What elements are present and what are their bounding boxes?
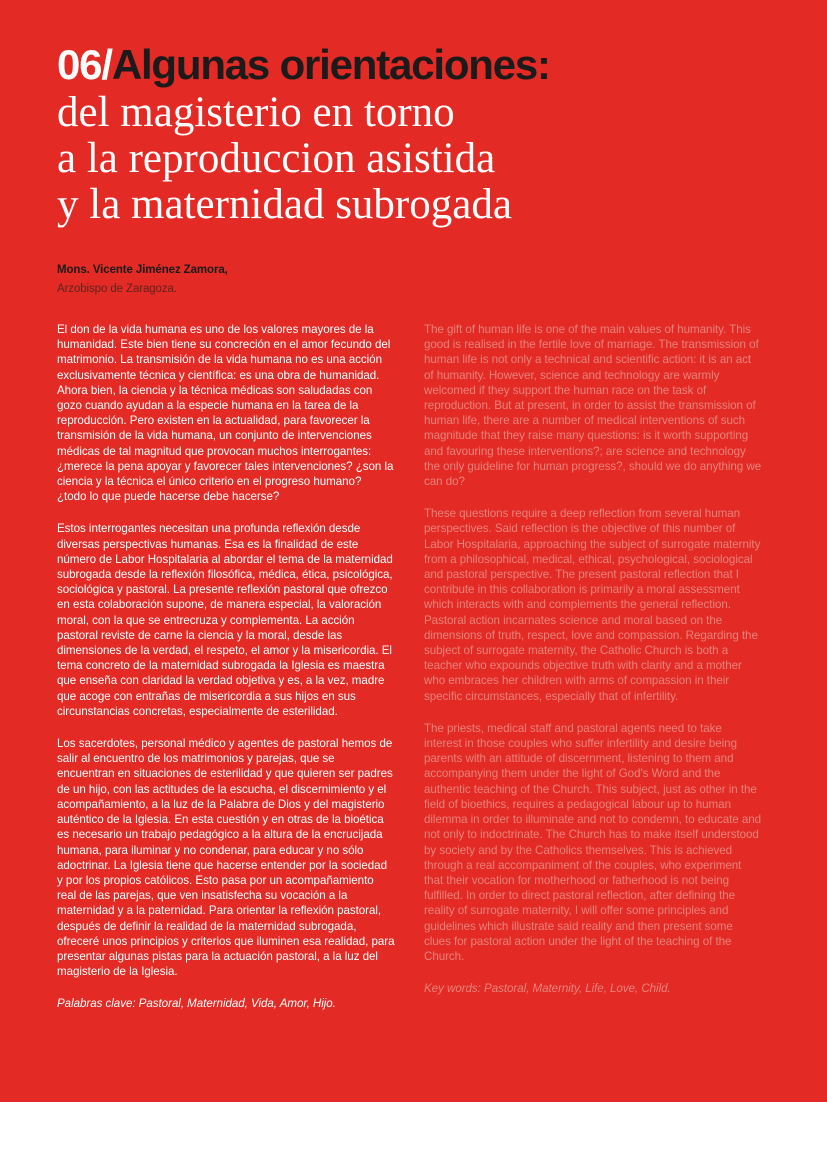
byline [57,262,557,298]
english-keywords: Key words: Pastoral, Maternity, Life, Love, Child. [424,982,671,996]
english-abstract-column [424,322,762,1013]
title-headline-row [57,42,757,88]
spanish-paragraph-4: Los sacerdotes, personal médico y agentes de pastoral hemos de salir al encuentro de los matrimonios y parejas, que se encuentran en situaciones de esterilidad y que quieren ser padres de un hijo, con las actitudes de la escucha, el discernimiento y el acompañamiento, a la luz de la Palabra de Dios y del magisterio auténtico de la Iglesia. En esta cuestión y en otras de la bioética es necesario un trabajo pedagógico a la altura de la encrucijada humana, para iluminar y no condenar, para educar y no sólo adoctrinar. La Iglesia tiene que hacerse entender por la sociedad y por los propios católicos. Esto pasa por un acompañamiento real de las parejas, que ven insatisfecha su vocación a la maternidad y a la paternidad. Para orientar la reflexión pastoral, después de definir la realidad de la maternidad subrogada, ofreceré unos principios y criterios que iluminen esa realidad, para presentar algunas pistas para la actuación pastoral, a la luz del magisterio de la Iglesia. [57,737,395,979]
spanish-keywords: Palabras clave: Pastoral, Maternidad, Vida, Amor, Hijo. [57,997,336,1011]
author-name: Mons. Vicente Jiménez Zamora, [57,264,228,276]
title-line-3: a la reproduccion asistida [57,135,496,182]
title-line-2: del magisterio en torno [57,89,455,136]
title-line-4: y la maternidad subrogada [57,181,512,228]
spanish-paragraph-2: ¿todo lo que puede hacerse debe hacerse? [57,490,280,504]
english-paragraph-2: These questions require a deep reflection from several human perspectives. Said reflection is the objective of this number of Labor Hospitalaria, approaching the subject of surrogate maternity from a philosophical, medical, ethical, psychological, sociological and pastoral perspective. The present pastoral reflection that I contribute in this collaboration is primarily a moral assessment which interacts with and complements the general reflection. Pastoral action incarnates science and moral based on the dimensions of truth, respect, love and compassion. Regarding the subject of surrogate maternity, the Catholic Church is both a teacher who expounds objective truth with clarity and a mother who embraces her children with arms of compassion in their specific circumstances, especially that of infertility. [424,507,761,703]
article-number: 06 [57,41,102,88]
abstract-columns [0,322,827,1062]
english-paragraph-1: The gift of human life is one of the main values of humanity. This good is realised in the fertile love of marriage. The transmission of human life is not only a technical and scientific action: it is an act of humanity. However, science and technology are warmly welcomed if they support the human race on the task of reproduction. But at present, in order to assist the transmission of human life, there are a number of medical interventions of such magnitude that they raise many questions: is it worth supporting and favouring these interventions?; are science and technology the only guideline for human progress?, should we do anything we can do? [424,323,762,489]
title-headline-dark: Algunas orientaciones: [111,41,550,88]
title-slash: / [101,41,112,88]
page-title [57,42,757,228]
spanish-abstract-column [57,322,395,1029]
spanish-paragraph-1: El don de la vida humana es uno de los valores mayores de la humanidad. Este bien tiene su concreción en el amor fecundo del matrimonio. La transmisión de la vida humana no es una acción exclusivamente técnica y científica: es una obra de humanidad. Ahora bien, la ciencia y la técnica médicas son saludadas con gozo cuando ayudan a la especie humana en la tarea de la reproducción. Pero existen en la actualidad, para favorecer la transmisión de la vida humana, un conjunto de intervenciones médicas de tal magnitud que provocan muchos interrogantes: ¿merece la pena apoyar y favorecer tales intervenciones? ¿son la ciencia y la técnica el único criterio en el progreso humano? [57,323,394,489]
spanish-paragraph-3: Estos interrogantes necesitan una profunda reflexión desde diversas perspectivas humanas. Esa es la finalidad de este número de Labor Hospitalaria al abordar el tema de la maternidad subrogada desde la reflexión filosófica, médica, ética, psicológica, sociológica y pastoral. La presente reflexión pastoral que ofrezco en esta colaboración supone, de manera especial, la valoración moral, con la que se entrecruza y complementa. La acción pastoral reviste de carne la ciencia y la moral, desde las dimensiones de la verdad, el respeto, el amor y la misericordia. El tema concreto de la maternidad subrogada la Iglesia es maestra que enseña con claridad la verdad objetiva y es, a la vez, madre que acoge con entrañas de misericordia a sus hijos en sus circunstancias concretas, especialmente de esterilidad. [57,522,393,718]
author-affiliation: Arzobispo de Zaragoza. [57,283,177,295]
english-paragraph-3: The priests, medical staff and pastoral agents need to take interest in those couples who suffer infertility and desire being parents with an attitude of discernment, listening to them and accompanying them under the light of God's Word and the authentic teaching of the Church. This subject, just as other in the field of bioethics, requires a pedagogical labour up to human dilemma in order to illuminate and not to condemn, to educate and not only to indoctrinate. The Church has to make itself understood by society and by the Catholics themselves. This is achieved through a real accompaniment of the couples, who experiment that their vocation for motherhood or fatherhood is not being fulfilled. In order to direct pastoral reflection, after defining the reality of surrogate maternity, I will offer some principles and guidelines which illustrate said reality and then present some clues for pastoral action under the light of the teaching of the Church. [424,721,762,963]
